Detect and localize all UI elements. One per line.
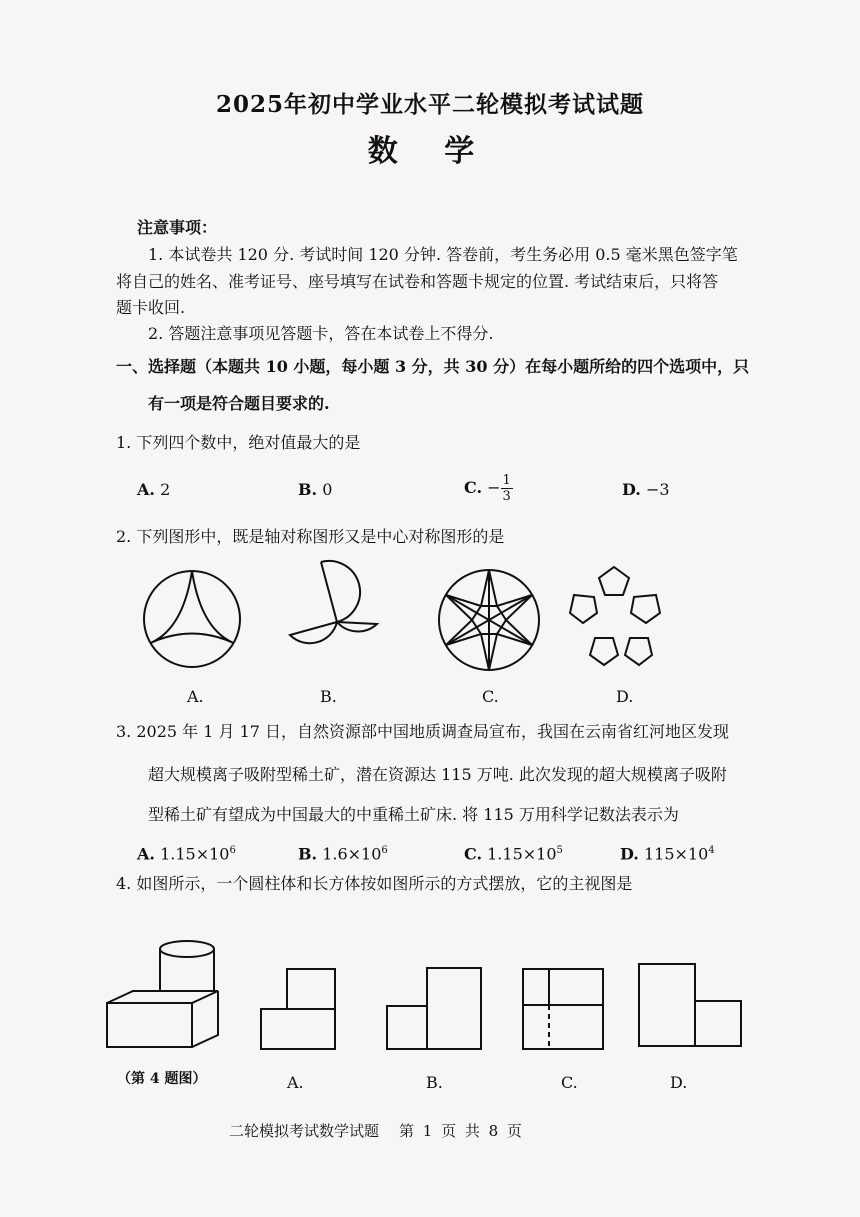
q4-label-d: D. <box>670 1073 688 1092</box>
q1-option-a-value: 2 <box>160 480 171 499</box>
q2-label-a: A. <box>187 687 204 706</box>
q3-option-d-exp: 4 <box>708 845 715 856</box>
q1-option-d <box>622 480 670 500</box>
q3-option-a-mantissa: 1.15×10 <box>160 844 230 864</box>
q4-view-b <box>385 966 485 1053</box>
q1-option-c-label: C. <box>464 478 483 497</box>
q3-option-a-label: A. <box>137 844 155 864</box>
q3-line3: 型稀土矿有望成为中国最大的中重稀土矿床. 将 115 万用科学记数法表示为 <box>148 805 679 824</box>
q2-figure-c <box>437 558 541 682</box>
notice-item1-line2: 将自己的姓名、准考证号、座号填写在试卷和答题卡规定的位置. 考试结束后，只将答 <box>116 272 719 291</box>
q4-caption: （第 4 题图） <box>117 1071 207 1087</box>
notice-item1-line3: 题卡收回. <box>116 298 186 317</box>
section1-line2: 有一项是符合题目要求的. <box>148 394 330 413</box>
q3-option-b <box>298 841 388 864</box>
q2-figure-d <box>568 565 662 667</box>
page-number: 第 1 页 共 8 页 <box>399 1122 522 1140</box>
q4-label-c: C. <box>561 1073 578 1092</box>
q4-label-a: A. <box>287 1073 304 1092</box>
exam-title: 2025年初中学业水平二轮模拟考试试题 <box>215 91 644 118</box>
q2-stem: 2. 下列图形中，既是轴对称图形又是中心对称图形的是 <box>116 527 505 546</box>
q3-option-d-mantissa: 115×10 <box>643 844 709 864</box>
subject-title: 数 学 <box>367 134 493 169</box>
q1-option-c-fraction <box>501 473 513 504</box>
q1-option-b-label: B. <box>298 480 318 499</box>
q1-option-c-sign: − <box>487 478 501 497</box>
q3-line2: 超大规模离子吸附型稀土矿，潜在资源达 115 万吨. 此次发现的超大规模离子吸附 <box>148 765 727 784</box>
q2-label-c: C. <box>482 687 499 706</box>
q3-option-a-exp: 6 <box>229 845 236 856</box>
q2-label-b: B. <box>320 687 337 706</box>
q3-option-c <box>464 841 563 864</box>
notice-item2: 2. 答题注意事项见答题卡，答在本试卷上不得分. <box>148 324 494 343</box>
q4-label-b: B. <box>426 1073 443 1092</box>
notice-heading: 注意事项： <box>137 218 218 237</box>
q3-option-c-label: C. <box>464 844 483 864</box>
q4-view-d <box>636 961 746 1053</box>
q1-stem: 1. 下列四个数中，绝对值最大的是 <box>116 433 361 452</box>
q2-figure-b <box>285 560 385 680</box>
q3-option-c-mantissa: 1.15×10 <box>487 844 557 864</box>
q4-stem: 4. 如图所示，一个圆柱体和长方体按如图所示的方式摆放，它的主视图是 <box>116 874 633 893</box>
q1-option-c-denominator: 3 <box>502 489 511 504</box>
q3-option-c-exp: 5 <box>556 845 563 856</box>
q4-view-a <box>259 967 339 1053</box>
q3-option-b-label: B. <box>298 844 318 864</box>
q1-option-b <box>298 480 332 500</box>
q1-option-a <box>137 480 170 500</box>
q2-label-d: D. <box>616 687 634 706</box>
q4-view-c <box>521 967 607 1053</box>
q3-option-b-mantissa: 1.6×10 <box>322 844 382 864</box>
q3-option-d <box>620 841 715 864</box>
q1-option-d-label: D. <box>622 480 641 499</box>
q1-option-d-value: −3 <box>645 480 670 499</box>
q3-line1: 3. 2025 年 1 月 17 日，自然资源部中国地质调查局宣布，我国在云南省红河地区发现 <box>116 722 730 741</box>
q1-option-c <box>464 468 513 508</box>
q1-option-b-value: 0 <box>322 480 333 499</box>
q1-option-c-numerator: 1 <box>502 473 511 488</box>
footer-title: 二轮模拟考试数学试题 <box>229 1122 380 1140</box>
notice-item1-line1: 1. 本试卷共 120 分. 考试时间 120 分钟. 答卷前，考生务必用 0.5 毫米黑色签字笔 <box>148 245 738 264</box>
q3-option-d-label: D. <box>620 844 639 864</box>
q2-figure-a <box>142 558 242 680</box>
section1-line1: 一、选择题（本题共 10 小题，每小题 3 分，共 30 分）在每小题所给的四个选项中，只 <box>116 357 750 376</box>
q1-option-a-label: A. <box>137 480 155 499</box>
q4-solid-figure <box>105 937 225 1053</box>
q3-option-b-exp: 6 <box>381 845 388 856</box>
q3-option-a <box>137 841 236 864</box>
